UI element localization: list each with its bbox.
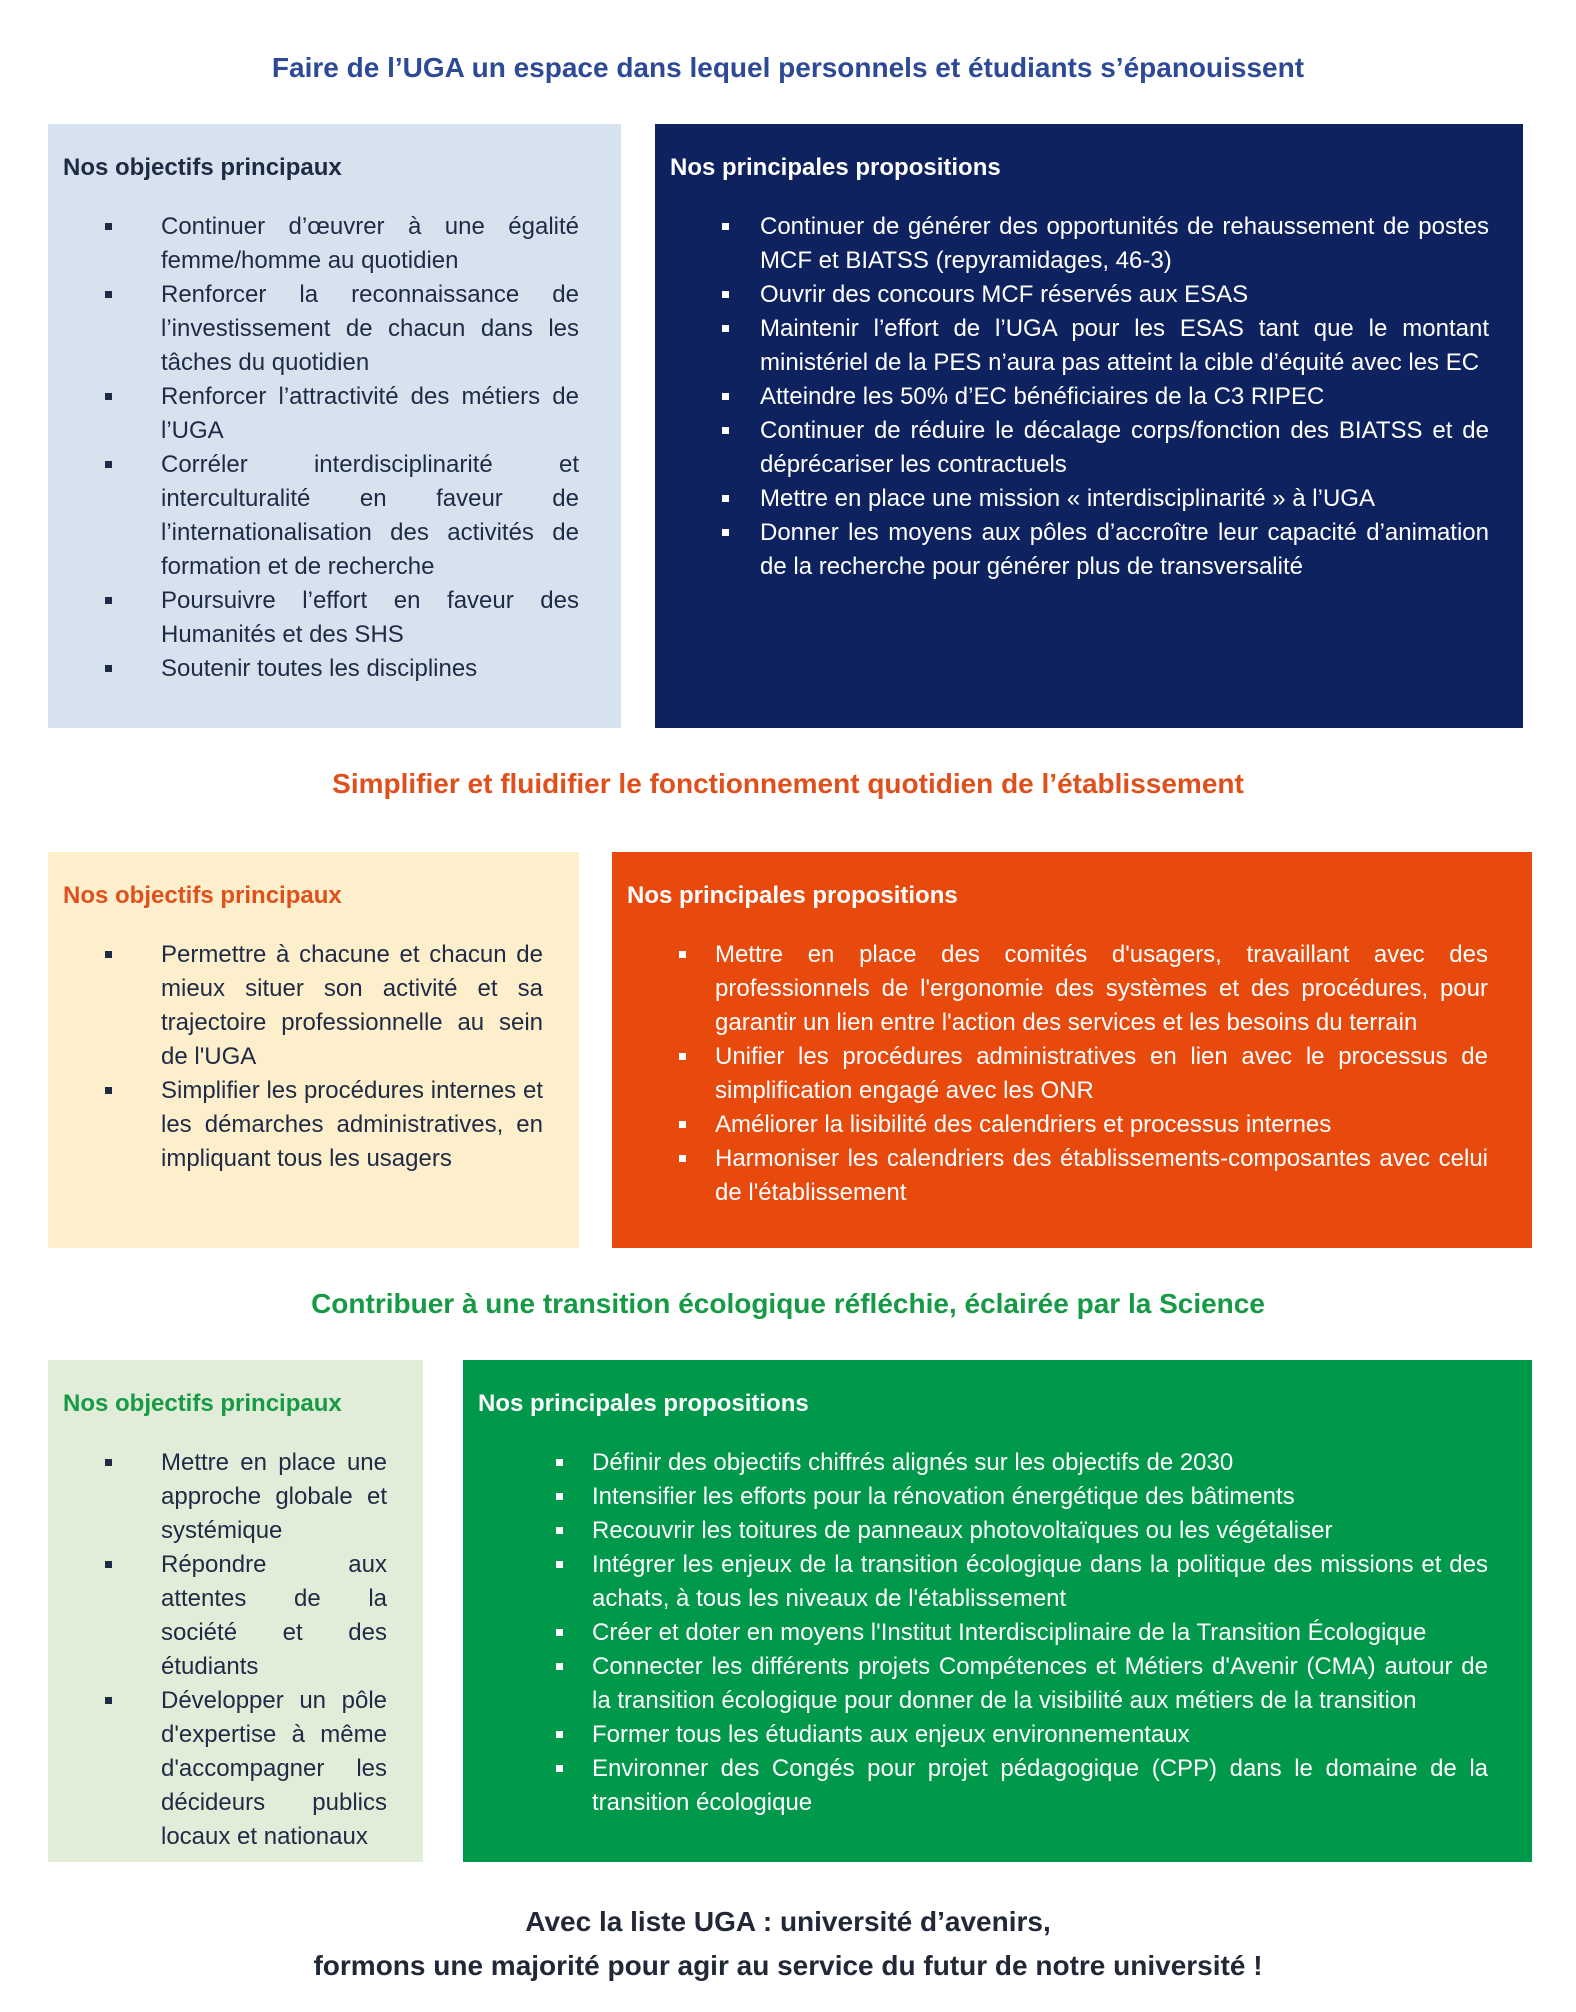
list-item: Environner des Congés pour projet pédagogique (CPP) dans le domaine de la transition écologique xyxy=(478,1752,1488,1820)
section-1-title: Faire de l’UGA un espace dans lequel personnels et étudiants s’épanouissent xyxy=(271,52,1305,83)
footer-slogan-line-1: Avec la liste UGA : université d’avenirs, xyxy=(525,1906,1051,1937)
proposals-heading: Nos principales propositions xyxy=(627,882,958,909)
list-item: Renforcer l’attractivité des métiers de l’UGA xyxy=(63,380,579,448)
list-item: Continuer de réduire le décalage corps/fonction des BIATSS et de déprécariser les contractuels xyxy=(670,414,1489,482)
footer-slogan-line-2: formons une majorité pour agir au service du futur de notre université ! xyxy=(313,1950,1263,1981)
list-item: Continuer d’œuvrer à une égalité femme/homme au quotidien xyxy=(63,210,579,278)
list-item: Intensifier les efforts pour la rénovation énergétique des bâtiments xyxy=(478,1480,1488,1514)
list-item: Ouvrir des concours MCF réservés aux ESAS xyxy=(670,278,1489,312)
proposals-heading: Nos principales propositions xyxy=(670,154,1001,181)
section-1-proposals-box xyxy=(655,124,1523,728)
list-item: Permettre à chacune et chacun de mieux situer son activité et sa trajectoire professionnelle au sein de l'UGA xyxy=(63,938,543,1074)
list-item: Continuer de générer des opportunités de rehaussement de postes MCF et BIATSS (repyramidages, 46-3) xyxy=(670,210,1489,278)
section-1-objectives-box xyxy=(48,124,621,728)
section-3-objectives-box xyxy=(48,1360,423,1862)
list-item: Atteindre les 50% d’EC bénéficiaires de la C3 RIPEC xyxy=(670,380,1489,414)
section-2-proposals-box xyxy=(612,852,1532,1248)
section-2-objectives-box xyxy=(48,852,579,1248)
section-3-proposals-box xyxy=(463,1360,1532,1862)
section-2-title: Simplifier et fluidifier le fonctionnement quotidien de l’établissement xyxy=(332,768,1244,799)
list-item: Soutenir toutes les disciplines xyxy=(63,652,579,686)
proposals-list xyxy=(478,1446,1488,1820)
objectives-heading: Nos objectifs principaux xyxy=(63,154,342,181)
objectives-heading: Nos objectifs principaux xyxy=(63,882,342,909)
list-item: Donner les moyens aux pôles d’accroître leur capacité d’animation de la recherche pour générer plus de transversalité xyxy=(670,516,1489,584)
proposals-heading: Nos principales propositions xyxy=(478,1390,809,1417)
list-item: Intégrer les enjeux de la transition écologique dans la politique des missions et des achats, à tous les niveaux de l'établissement xyxy=(478,1548,1488,1616)
list-item: Simplifier les procédures internes et les démarches administratives, en impliquant tous les usagers xyxy=(63,1074,543,1176)
objectives-heading: Nos objectifs principaux xyxy=(63,1390,342,1417)
list-item: Former tous les étudiants aux enjeux environnementaux xyxy=(478,1718,1488,1752)
list-item: Améliorer la lisibilité des calendriers et processus internes xyxy=(627,1108,1488,1142)
list-item: Développer un pôle d'expertise à même d'accompagner les décideurs publics locaux et nationaux xyxy=(63,1684,387,1854)
list-item: Corréler interdisciplinarité et interculturalité en faveur de l’internationalisation des activités de formation et de recherche xyxy=(63,448,579,584)
proposals-list xyxy=(627,938,1488,1210)
list-item: Définir des objectifs chiffrés alignés sur les objectifs de 2030 xyxy=(478,1446,1488,1480)
list-item: Répondre aux attentes de la société et des étudiants xyxy=(63,1548,387,1684)
list-item: Poursuivre l’effort en faveur des Humanités et des SHS xyxy=(63,584,579,652)
list-item: Mettre en place une mission « interdisciplinarité » à l’UGA xyxy=(670,482,1489,516)
list-item: Mettre en place des comités d'usagers, travaillant avec des professionnels de l'ergonomie des systèmes et des procédures, pour garantir un lien entre l'action des services et les besoins du terrain xyxy=(627,938,1488,1040)
list-item: Connecter les différents projets Compétences et Métiers d'Avenir (CMA) autour de la transition écologique pour donner de la visibilité aux métiers de la transition xyxy=(478,1650,1488,1718)
list-item: Créer et doter en moyens l'Institut Interdisciplinaire de la Transition Écologique xyxy=(478,1616,1488,1650)
list-item: Mettre en place une approche globale et systémique xyxy=(63,1446,387,1548)
proposals-list xyxy=(670,210,1489,584)
objectives-list xyxy=(63,1446,387,1854)
objectives-list xyxy=(63,210,579,686)
objectives-list xyxy=(63,938,543,1176)
list-item: Unifier les procédures administratives en lien avec le processus de simplification engagé avec les ONR xyxy=(627,1040,1488,1108)
list-item: Renforcer la reconnaissance de l’investissement de chacun dans les tâches du quotidien xyxy=(63,278,579,380)
list-item: Harmoniser les calendriers des établissements-composantes avec celui de l'établissement xyxy=(627,1142,1488,1210)
section-3-title: Contribuer à une transition écologique réfléchie, éclairée par la Science xyxy=(311,1288,1265,1319)
list-item: Recouvrir les toitures de panneaux photovoltaïques ou les végétaliser xyxy=(478,1514,1488,1548)
list-item: Maintenir l’effort de l’UGA pour les ESAS tant que le montant ministériel de la PES n’aura pas atteint la cible d’équité avec les EC xyxy=(670,312,1489,380)
